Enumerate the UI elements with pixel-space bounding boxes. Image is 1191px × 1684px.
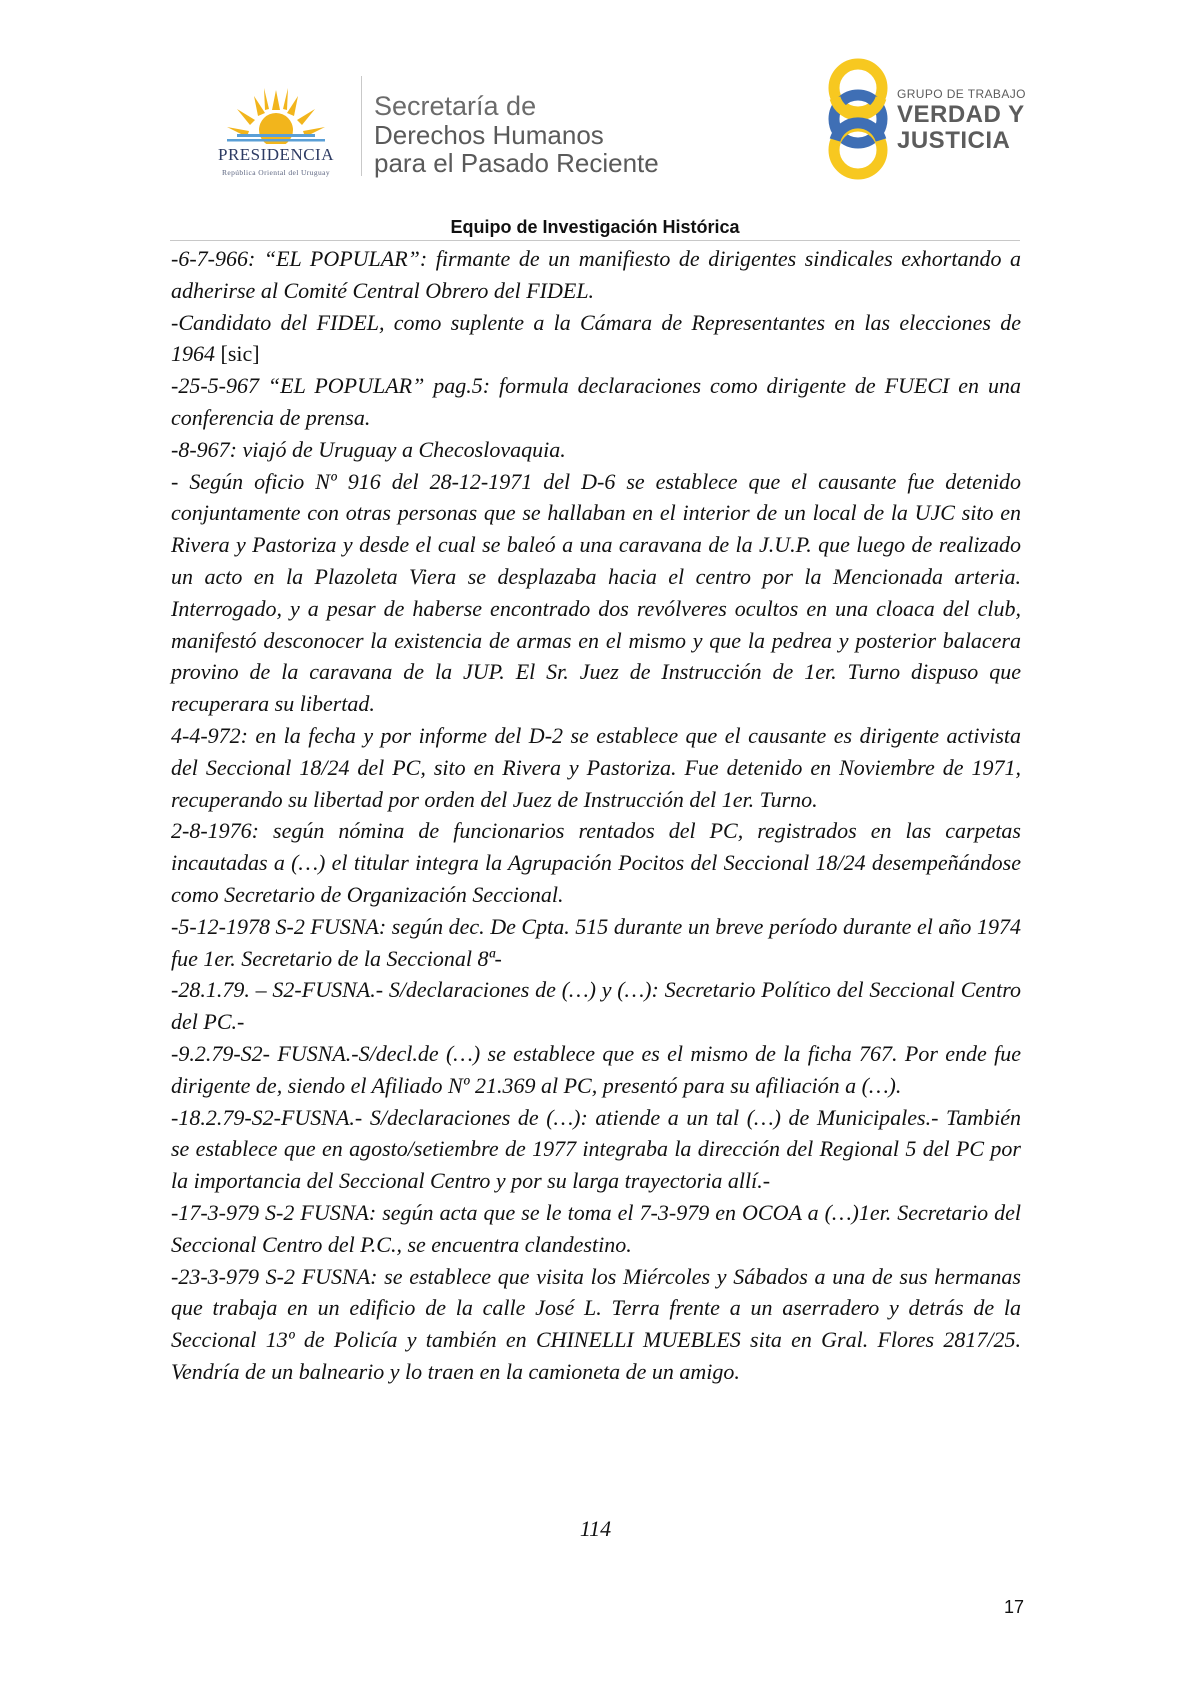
secretaria-line-1: Secretaría de (374, 91, 537, 121)
secretaria-line-3: para el Pasado Reciente (374, 148, 659, 178)
gt-line-3: JUSTICIA (897, 127, 1011, 154)
sun-emblem-icon (197, 82, 355, 144)
verdad-justicia-label (897, 87, 1026, 154)
secretaria-line-2: Derechos Humanos (374, 120, 604, 150)
paragraph-text: -Candidato del FIDEL, como suplente a la Cámara de Representantes en las elecciones de 1964 (171, 309, 1021, 367)
footer-page-number: 17 (1004, 1597, 1025, 1617)
secretaria-title (374, 92, 659, 177)
paragraph: -9.2.79-S2- FUSNA.-S/decl.de (…) se establece que es el mismo de la ficha 767. Por ende fue dirigente de, siendo el Afiliado Nº 21.369 al PC, presentó para su afiliación a (…). (171, 1040, 1021, 1098)
header-rule (170, 240, 1020, 241)
gt-line-1: GRUPO DE TRABAJO (897, 87, 1026, 101)
sic-note: [sic] (220, 341, 260, 367)
paragraph (171, 307, 1021, 371)
presidencia-label: PRESIDENCIA (217, 145, 334, 164)
paragraph: -8-967: viajó de Uruguay a Checoslovaquia. (171, 436, 566, 462)
document-body (171, 243, 1021, 1388)
paragraph: -23-3-979 S-2 FUSNA: se establece que visita los Miércoles y Sábados a una de sus hermanas que trabaja en un edificio de la calle José L. Terra frente a un aserradero y detrás de la Seccional 13º de Policía y también en CHINELLI MUEBLES sita en Gral. Flores 2817/25. Vendría de un balneario y lo traen en la camioneta de un amigo. (171, 1263, 1021, 1384)
paragraph: 2-8-1976: según nómina de funcionarios rentados del PC, registrados en las carpetas incautadas a (…) el titular integra la Agrupación Pocitos del Seccional 18/24 desempeñándose como Secretario de Organización Seccional. (171, 818, 1021, 907)
paragraph: -6-7-966: “EL POPULAR”: firmante de un manifiesto de dirigentes sindicales exhortando a adherirse al Comité Central Obrero del FIDEL. (171, 246, 1021, 303)
header-divider (361, 76, 362, 176)
paragraph: - Según oficio Nº 916 del 28-12-1971 del D-6 se establece que el causante fue detenido conjuntamente con otras personas que se hallaban en el interior de un local de la UJC sito en Rivera y Pastoriza y desde el cual se baleó a una caravana de la J.U.P. que luego de realizado un acto en la Plazoleta Viera se desplazaba hacia el centro por la Mencionada arteria. Interrogado, y a pesar de haberse encontrado dos revólveres ocultos en una cloaca del club, manifestó desconocer la existencia de armas en el mismo y que la pedrea y posterior balacera provino de la caravana de la JUP. El Sr. Juez de Instrucción de 1er. Turno dispuso que recuperara su libertad. (171, 468, 1021, 717)
page-header (0, 0, 1191, 215)
inner-page-number: 114 (579, 1516, 612, 1541)
paragraph: -5-12-1978 S-2 FUSNA: según dec. De Cpta. 515 durante un breve período durante el año 1974 fue 1er. Secretario de la Seccional 8ª- (171, 913, 1021, 971)
presidencia-logo (197, 82, 355, 182)
paragraph: -17-3-979 S-2 FUSNA: según acta que se le toma el 7-3-979 en OCOA a (…)1er. Secretario del Seccional Centro del P.C., se encuentra clandestino. (171, 1199, 1021, 1257)
paragraph: -18.2.79-S2-FUSNA.- S/declaraciones de (…): atiende a un tal (…) de Municipales.- También se establece que en agosto/setiembre de 1977 integraba la dirección del Regional 5 del PC por la importancia del Seccional Centro y por su larga trayectoria allí.- (171, 1104, 1021, 1194)
presidencia-subtitle: República Oriental del Uruguay (221, 168, 330, 177)
gt-line-2: VERDAD Y (897, 101, 1025, 128)
paragraph: -25-5-967 “EL POPULAR” pag.5: formula declaraciones como dirigente de FUECI en una conferencia de prensa. (171, 373, 1021, 430)
paragraph: -28.1.79. – S2-FUSNA.- S/declaraciones de (…) y (…): Secretario Político del Seccional Centro del PC.- (171, 977, 1021, 1035)
verdad-justicia-rings-icon (818, 58, 898, 180)
section-title: Equipo de Investigación Histórica (450, 217, 740, 237)
paragraph: 4-4-972: en la fecha y por informe del D-2 se establece que el causante es dirigente activista del Seccional 18/24 del PC, sito en Rivera y Pastoriza. Fue detenido en Noviembre de 1971, recuperando su libertad por orden del Juez de Instrucción del 1er. Turno. (171, 722, 1021, 812)
